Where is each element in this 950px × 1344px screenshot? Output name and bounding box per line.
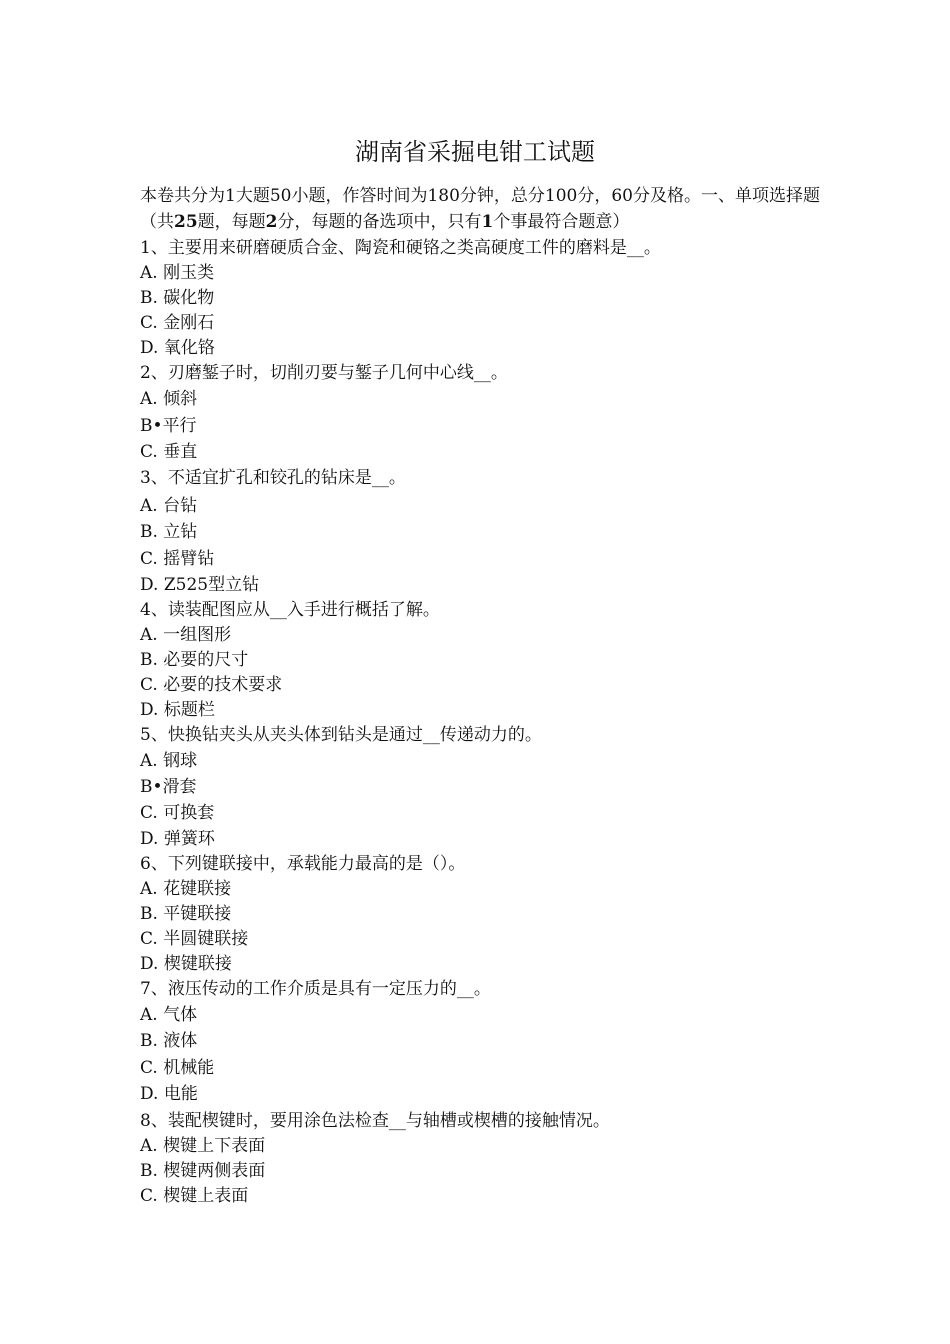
intro-points: 2: [265, 212, 278, 232]
answer-option: A. 花键联接: [140, 879, 232, 899]
answer-option: B. 液体: [140, 1031, 198, 1051]
answer-option: D. 弹簧环: [140, 829, 215, 849]
answer-option: C. 可换套: [140, 803, 215, 823]
intro-text-1: 本卷共分为1大题50小题，作答时间为180分钟，总分100分，60分及格。一、单项选择题（共: [140, 186, 820, 232]
answer-option: B•平行: [140, 416, 197, 436]
answer-option: D. 电能: [140, 1084, 198, 1104]
answer-option: D. 氧化铬: [140, 338, 215, 358]
answer-option: D. 标题栏: [140, 700, 215, 720]
question-stem: 7、液压传动的工作介质是具有一定压力的__。: [140, 979, 491, 999]
answer-option: C. 金刚石: [140, 313, 215, 333]
intro-text-3: 分，每题的备选项中，只有: [277, 212, 482, 232]
answer-option: C. 楔键上表面: [140, 1186, 249, 1206]
answer-option: A. 倾斜: [140, 389, 198, 409]
answer-option: A. 刚玉类: [140, 263, 215, 283]
exam-instructions: [140, 183, 820, 235]
answer-option: B. 必要的尺寸: [140, 650, 249, 670]
answer-option: B. 碳化物: [140, 288, 215, 308]
answer-option: B•滑套: [140, 777, 197, 797]
intro-one: 1: [481, 212, 494, 232]
question-stem: 4、读装配图应从__入手进行概括了解。: [140, 600, 440, 620]
document-title: 湖南省采掘电钳工试题: [355, 138, 595, 166]
question-stem: 3、不适宜扩孔和铰孔的钻床是__。: [140, 468, 406, 488]
answer-option: A. 台钻: [140, 496, 198, 516]
answer-option: A. 楔键上下表面: [140, 1136, 266, 1156]
answer-option: D. Z525型立钻: [140, 575, 260, 595]
intro-text-4: 个事最符合题意）: [493, 212, 630, 232]
question-stem: 1、主要用来研磨硬质合金、陶瓷和硬铬之类高硬度工件的磨料是__。: [140, 238, 661, 258]
intro-text-2: 题，每题: [197, 212, 266, 232]
answer-option: A. 气体: [140, 1005, 198, 1025]
question-stem: 5、快换钻夹头从夹头体到钻头是通过__传递动力的。: [140, 725, 542, 745]
answer-option: B. 楔键两侧表面: [140, 1161, 266, 1181]
answer-option: C. 摇臂钻: [140, 549, 215, 569]
question-stem: 8、装配楔键时，要用涂色法检查__与轴槽或楔槽的接触情况。: [140, 1111, 610, 1131]
question-stem: 2、刃磨錾子时，切削刃要与錾子几何中心线__。: [140, 363, 508, 383]
question-stem: 6、下列键联接中，承载能力最高的是（）。: [140, 854, 466, 874]
intro-question-count: 25: [174, 212, 198, 232]
answer-option: A. 钢球: [140, 751, 198, 771]
answer-option: B. 立钻: [140, 522, 198, 542]
answer-option: C. 机械能: [140, 1058, 215, 1078]
answer-option: C. 必要的技术要求: [140, 675, 283, 695]
answer-option: C. 半圆键联接: [140, 929, 249, 949]
answer-option: D. 楔键联接: [140, 954, 232, 974]
answer-option: A. 一组图形: [140, 625, 232, 645]
answer-option: C. 垂直: [140, 442, 198, 462]
answer-option: B. 平键联接: [140, 904, 232, 924]
